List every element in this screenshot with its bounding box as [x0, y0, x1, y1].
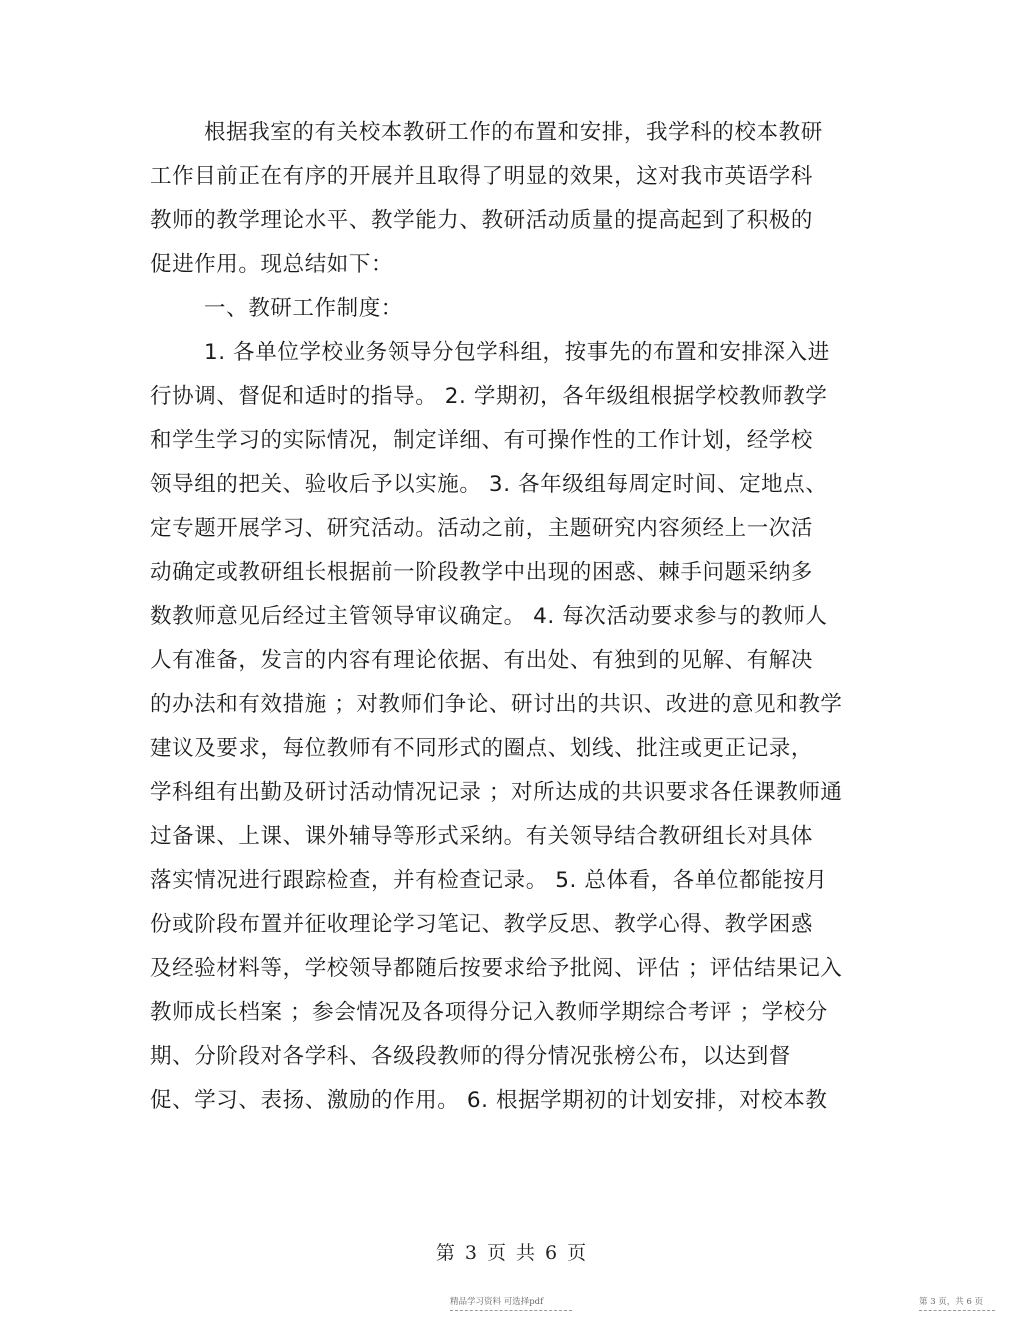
footer-divider-left	[450, 1310, 572, 1311]
text-line: 教师的教学理论水平、教学能力、教研活动质量的提高起到了积极的	[150, 208, 814, 233]
text-line: 人有准备，发言的内容有理论依据、有出处、有独到的见解、有解决	[150, 648, 814, 673]
text-line: 数教师意见后经过主管领导审议确定。 4. 每次活动要求参与的教师人	[150, 604, 828, 629]
text-line: 动确定或教研组长根据前一阶段教学中出现的困惑、棘手问题采纳多	[150, 560, 814, 585]
footer-watermark-left: 精品学习资料 可选择pdf	[450, 1297, 544, 1307]
text-line: 促、学习、表扬、激励的作用。 6. 根据学期初的计划安排，对校本教	[150, 1088, 828, 1113]
text-line: 期、分阶段对各学科、各级段教师的得分情况张榜公布，以达到督	[150, 1044, 791, 1069]
text-line: 学科组有出勤及研讨活动情况记录 ；对所达成的共识要求各任课教师通	[150, 780, 843, 805]
text-line: 领导组的把关、验收后予以实施。 3. 各年级组每周定时间、定地点、	[150, 472, 828, 497]
text-line: 的办法和有效措施 ；对教师们争论、研讨出的共识、改进的意见和教学	[150, 692, 843, 717]
text-line: 建议及要求，每位教师有不同形式的圈点、划线、批注或更正记录，	[150, 736, 814, 761]
footer-divider-right	[919, 1310, 995, 1311]
text-line: 1. 各单位学校业务领导分包学科组，按事先的布置和安排深入进	[204, 340, 830, 365]
page-number: 第 3 页 共 6 页	[435, 1242, 589, 1264]
text-line: 工作目前正在有序的开展并且取得了明显的效果，这对我市英语学科	[150, 164, 814, 189]
footer-page-indicator: 第 3 页，共 6 页	[919, 1297, 984, 1307]
text-line: 和学生学习的实际情况，制定详细、有可操作性的工作计划，经学校	[150, 428, 814, 453]
text-line: 落实情况进行跟踪检查，并有检查记录。 5. 总体看，各单位都能按月	[150, 868, 828, 893]
text-line: 根据我室的有关校本教研工作的布置和安排，我学科的校本教研	[204, 120, 823, 145]
section-heading: 一、教研工作制度：	[204, 296, 403, 321]
text-line: 份或阶段布置并征收理论学习笔记、教学反思、教学心得、教学困惑	[150, 912, 814, 937]
text-line: 教师成长档案 ；参会情况及各项得分记入教师学期综合考评 ；学校分	[150, 1000, 828, 1025]
text-line: 促进作用。现总结如下：	[150, 252, 394, 277]
text-line: 定专题开展学习、研究活动。活动之前，主题研究内容须经上一次活	[150, 516, 814, 541]
text-line: 过备课、上课、课外辅导等形式采纳。有关领导结合教研组长对具体	[150, 824, 814, 849]
text-line: 及经验材料等，学校领导都随后按要求给予批阅、评估 ；评估结果记入	[150, 956, 843, 981]
text-line: 行协调、督促和适时的指导。 2. 学期初，各年级组根据学校教师教学	[150, 384, 828, 409]
